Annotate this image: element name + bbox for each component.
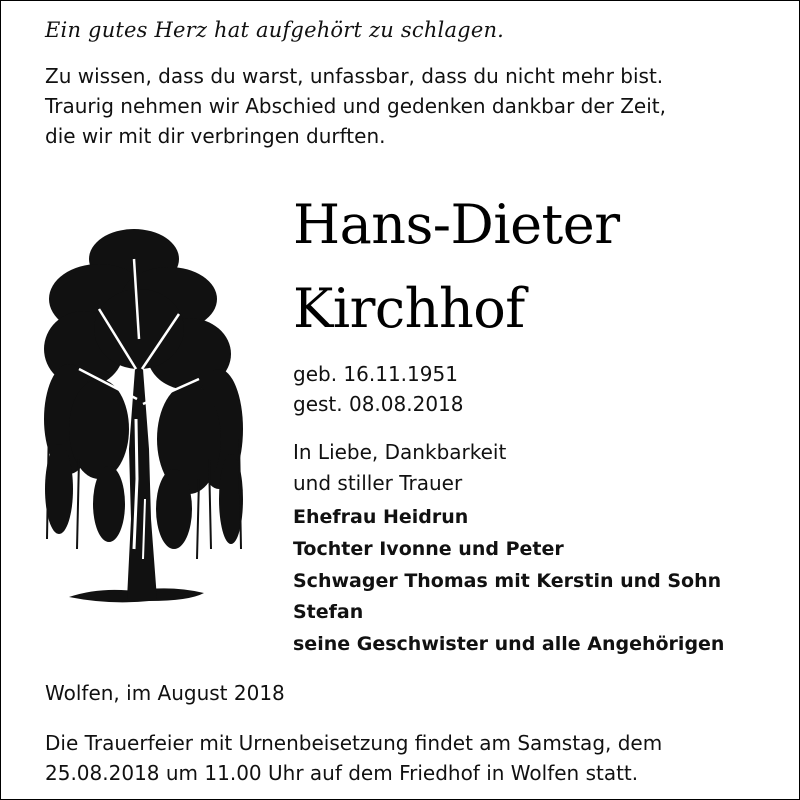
sentiment-line-2: und stiller Trauer: [293, 471, 463, 495]
birth-date: geb. 16.11.1951: [293, 362, 458, 386]
sentiment-line-1: In Liebe, Dankbarkeit: [293, 440, 507, 464]
ceremony-line-2: 25.08.2018 um 11.00 Uhr auf dem Friedhof in Wolfen statt.: [45, 761, 639, 785]
mourner-1: Ehefrau Heidrun: [293, 506, 469, 528]
mourner-5: seine Geschwister und alle Angehörigen: [293, 633, 725, 655]
birch-tree-icon: [39, 219, 249, 619]
deceased-first-name: Hans-Dieter: [293, 193, 620, 256]
mourner-2: Tochter Ivonne und Peter: [293, 538, 564, 560]
ceremony-line-1: Die Trauerfeier mit Urnenbeisetzung findet am Samstag, dem: [45, 731, 663, 755]
intro-line-3: die wir mit dir verbringen durften.: [45, 124, 386, 148]
mourner-4: Stefan: [293, 601, 364, 623]
place-date: Wolfen, im August 2018: [45, 681, 285, 705]
motto-line: Ein gutes Herz hat aufgehört zu schlagen.: [45, 18, 505, 42]
deceased-last-name: Kirchhof: [293, 277, 525, 340]
intro-line-1: Zu wissen, dass du warst, unfassbar, dass du nicht mehr bist.: [45, 64, 664, 88]
death-date: gest. 08.08.2018: [293, 392, 464, 416]
intro-line-2: Traurig nehmen wir Abschied und gedenken dankbar der Zeit,: [45, 94, 666, 118]
mourner-3: Schwager Thomas mit Kerstin und Sohn: [293, 570, 722, 592]
